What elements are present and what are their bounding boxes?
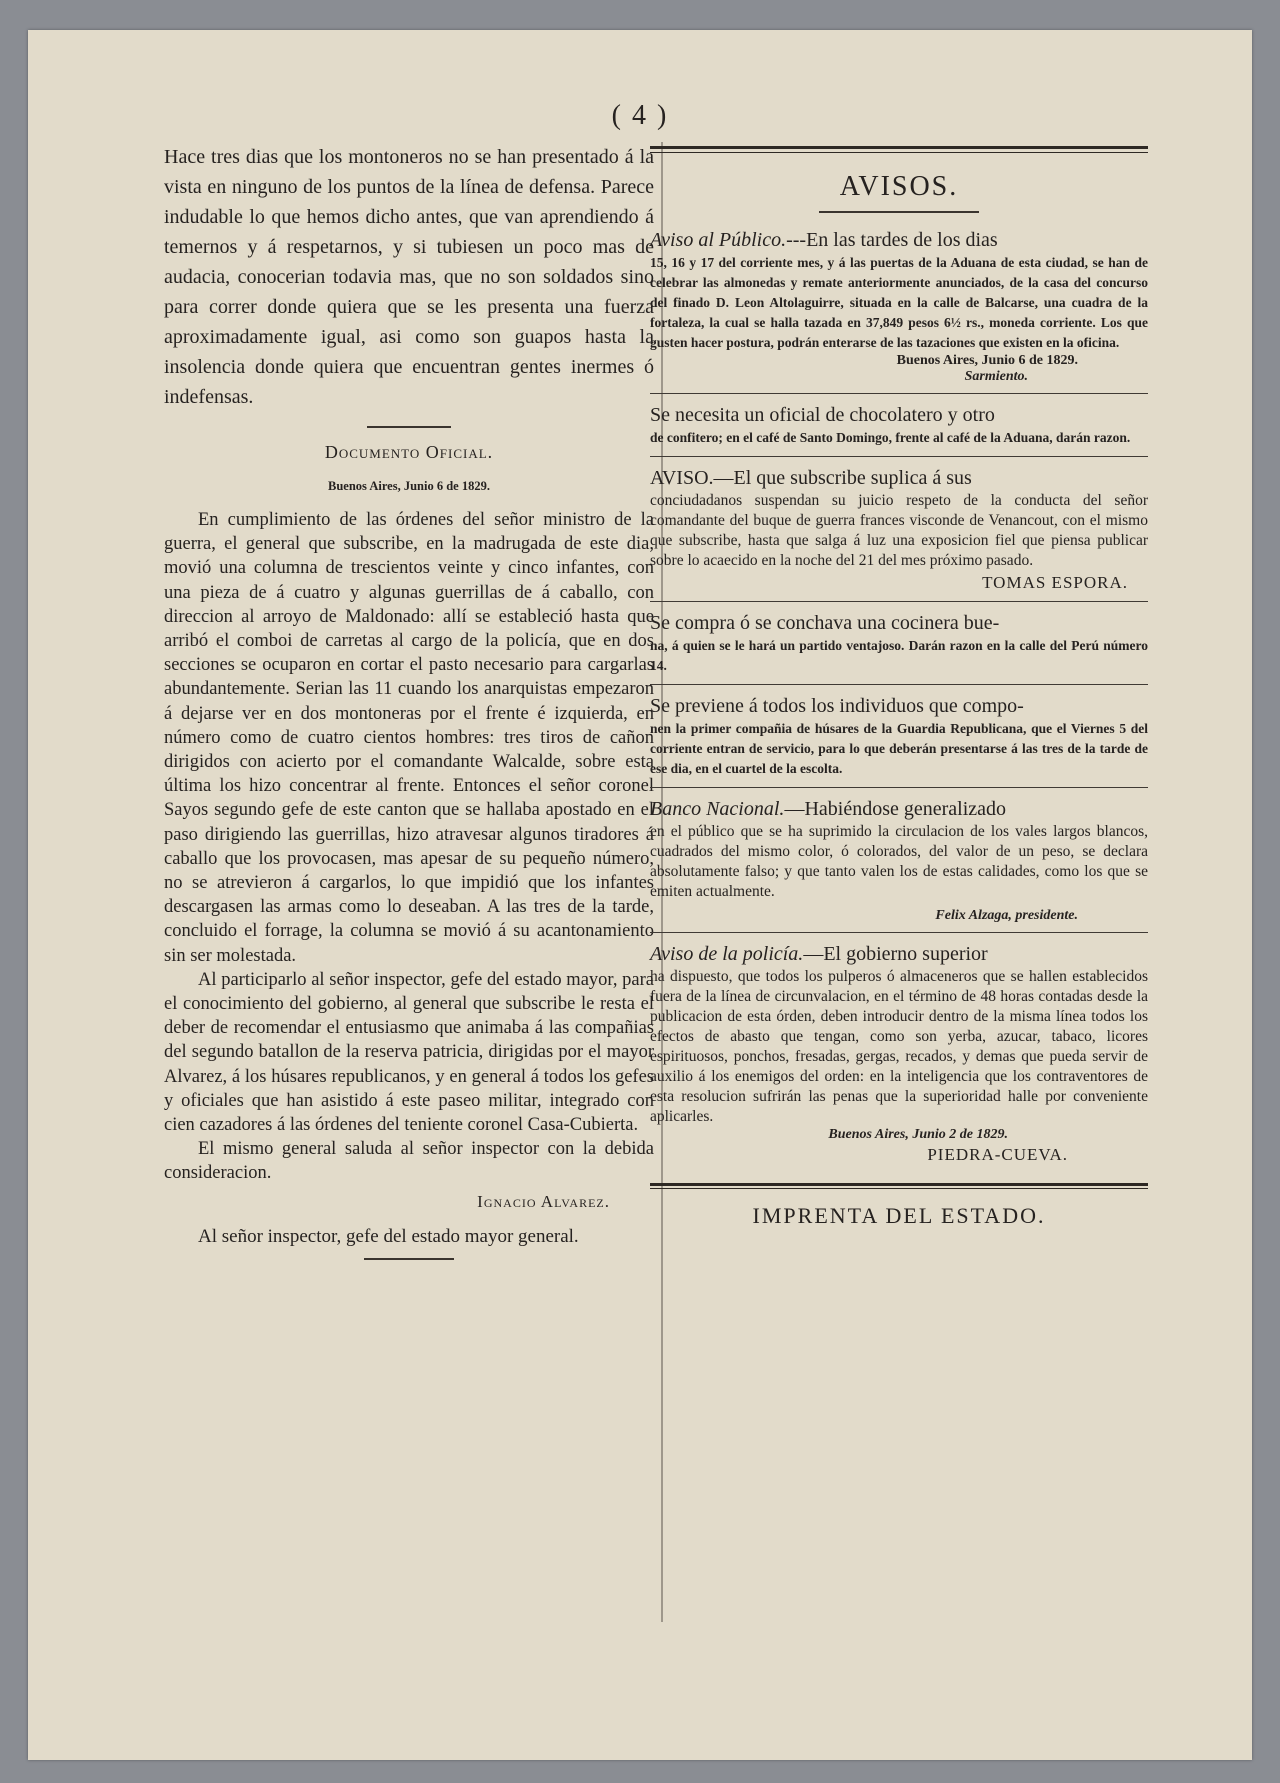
ad-husares bbox=[650, 684, 1148, 787]
ad7-lead-rest: —El gobierno superior bbox=[803, 943, 988, 965]
newspaper-page bbox=[28, 30, 1252, 1760]
ad-policia bbox=[650, 932, 1148, 1173]
ad5-lead: Se previene á todos los individuos que compo- bbox=[650, 695, 1024, 717]
ad7-body: ha dispuesto, que todos los pulperos ó almaceneros que se hallen establecidos fuera de la línea de circunvalacion, en el término de 48 horas contadas desde la publicacion de esta órden, deben introducir dentro de la misma línea todos los efectos de abasto que tengan, como son yerba, azucar, tabaco, licores espirituosos, ponchos, fresadas, gergas, recados, y demas que pueda servir de auxilio á los enemigos del orden: en la inteligencia que los contraventores de esta resolucion sufrirán las penas que la superioridad halle por conveniente aplicarles. bbox=[650, 968, 1148, 1125]
document-address-block bbox=[164, 1224, 654, 1250]
ad3-lead: AVISO.—El que subscribe suplica á sus bbox=[650, 467, 972, 489]
avisos-top-rule bbox=[650, 146, 1148, 153]
ad7-date: Buenos Aires, Junio 2 de 1829. bbox=[828, 1127, 1008, 1142]
ad3-body: conciudadanos suspendan su juicio respeto de la conducta del señor comandante del buque de guerra frances visconde de Venancout, con el mismo que subscribe, hasta que salga á luz una exposicion fiel que piensa publicar sobre lo acaecido en la noche del 21 del mes próximo pasado. bbox=[650, 492, 1148, 569]
section-divider bbox=[367, 426, 451, 428]
ad-banco-nacional bbox=[650, 787, 1148, 932]
avisos-divider bbox=[819, 211, 979, 213]
ad-cocinera bbox=[650, 601, 1148, 684]
ad3-signature: TOMAS ESPORA. bbox=[982, 573, 1128, 592]
document-paragraph-1: En cumplimiento de las órdenes del señor ministro de la guerra, el general que subscribe, en la madrugada de este dia, movió una columna de trescientos veinte y cinco infantes, con una pieza de á cuatro y algunas guerrillas de á caballo, con direccion al arroyo de Maldonado: allí se estableció hasta que arribó el comboi de carretas al cargo de la policía, que en dos secciones se ocuparon en cortar el pasto necesario para cargarlas abundantemente. Serian las 11 cuando los anarquistas empezaron á dejarse ver en dos montoneras por el frente é izquierda, en número como de cuatro cientos hombres: tres tiros de cañon dirigidos con acierto por el comandante Walcalde, sobre esta última los hizo concentrar al frente. Entonces el señor coronel Sayos segundo gefe de este canton que se hallaba apostado en el paso dirigiendo las guerrillas, hizo atravesar algunos tiradores á caballo que los provocasen, mas apesar de su pequeño número, no se atrevieron á cargarlos, lo que impidió que los infantes descargasen las armas como lo deseaban. A las tres de la tarde, concluido el forrage, la columna se movió á su acantonamiento sin ser molestada. bbox=[164, 510, 654, 966]
ad6-lead-italic: Banco Nacional. bbox=[650, 798, 785, 820]
left-column bbox=[164, 142, 654, 1274]
document-paragraph-3: El mismo general saluda al señor inspector con la debida consideracion. bbox=[164, 1139, 654, 1184]
ad4-body: na, á quien se le hará un partido ventajoso. Darán razon en la calle del Perú número 14. bbox=[650, 638, 1148, 673]
ad2-lead: Se necesita un oficial de chocolatero y otro bbox=[650, 404, 995, 426]
ad6-signature: Felix Alzaga, presidente. bbox=[935, 908, 1078, 923]
ad1-signature: Sarmiento. bbox=[964, 369, 1028, 384]
ad1-lead-italic: Aviso al Público. bbox=[650, 229, 787, 251]
ad6-body: en el público que se ha suprimido la circulacion de los vales largos blancos, cuadrados del mismo color, ó colorados, del valor de un peso, se declara absolutamente falso; y que tanto valen los de estas calidades, como los que se emiten actualmente. bbox=[650, 823, 1148, 900]
avisos-heading: AVISOS. bbox=[839, 171, 959, 202]
ad-aviso-al-publico bbox=[650, 219, 1148, 393]
document-address: Al señor inspector, gefe del estado mayor general. bbox=[198, 1225, 579, 1247]
ad7-lead-italic: Aviso de la policía. bbox=[650, 943, 804, 965]
ad-aviso-espora bbox=[650, 456, 1148, 601]
imprint: IMPRENTA DEL ESTADO. bbox=[752, 1203, 1046, 1228]
page-number: ( 4 ) bbox=[611, 100, 669, 131]
ad6-lead-rest: —Habiéndose generalizado bbox=[784, 798, 1007, 820]
ad2-body: de confitero; en el café de Santo Domingo, frente al café de la Aduana, darán razon. bbox=[650, 430, 1131, 445]
ad5-body: nen la primer compañia de húsares de la Guardia Republicana, que el Viernes 5 del corriente entran de servicio, para lo que deberán presentarse á las tres de la tarde de ese dia, en el cuartel de la escolta. bbox=[650, 721, 1148, 776]
right-column bbox=[650, 142, 1148, 1229]
ad1-lead-rest: ---En las tardes de los dias bbox=[786, 229, 998, 251]
editorial-paragraph: Hace tres dias que los montoneros no se han presentado á la vista en ninguno de los puntos de la línea de defensa. Parece indudable lo que hemos dicho antes, que van aprendiendo á temernos y á respetarnos, y si tubiesen un poco mas de audacia, conocerian todavia mas, que no son soldados sino para correr donde quiera que se les presenta una fuerza aproximadamente igual, asi como son guapos hasta la insolencia donde quiera que encuentran gentes inermes ó indefensas. bbox=[164, 146, 654, 408]
ad7-signature: PIEDRA-CUEVA. bbox=[927, 1145, 1068, 1164]
document-body bbox=[164, 508, 654, 1186]
imprint-rule bbox=[650, 1183, 1148, 1189]
ad1-date: Buenos Aires, Junio 6 de 1829. bbox=[896, 353, 1078, 368]
document-date: Buenos Aires, Junio 6 de 1829. bbox=[328, 479, 490, 493]
ad4-lead: Se compra ó se conchava una cocinera bue- bbox=[650, 612, 1000, 634]
end-divider bbox=[364, 1258, 454, 1260]
document-title: Documento Oficial. bbox=[324, 442, 494, 462]
ad-chocolatero bbox=[650, 393, 1148, 456]
document-signature: Ignacio Alvarez. bbox=[477, 1191, 610, 1211]
document-paragraph-2: Al participarlo al señor inspector, gefe del estado mayor, para el conocimiento del gobierno, al general que subscribe le resta el deber de recomendar el entusiasmo que animaba á las compañias del segundo batallon de la reserva patricia, dirigidas por el mayor Alvarez, á los húsares republicanos, y en general á todos los gefes y oficiales que han asistido á este paseo militar, integrado con cien cazadores á las órdenes del teniente coronel Casa-Cubierta. bbox=[164, 969, 654, 1136]
ad1-body: 15, 16 y 17 del corriente mes, y á las puertas de la Aduana de esta ciudad, se han de celebrar las almonedas y remate anteriormente anunciados, de la casa del concurso del finado D. Leon Altolaguirre, situada en la calle de Balcarse, una cuadra de la fortaleza, la cual se halla tazada en 37,849 pesos 6½ rs., moneda corriente. Los que gusten hacer postura, podrán enterarse de las tazaciones que existen en la oficina. bbox=[650, 255, 1148, 350]
